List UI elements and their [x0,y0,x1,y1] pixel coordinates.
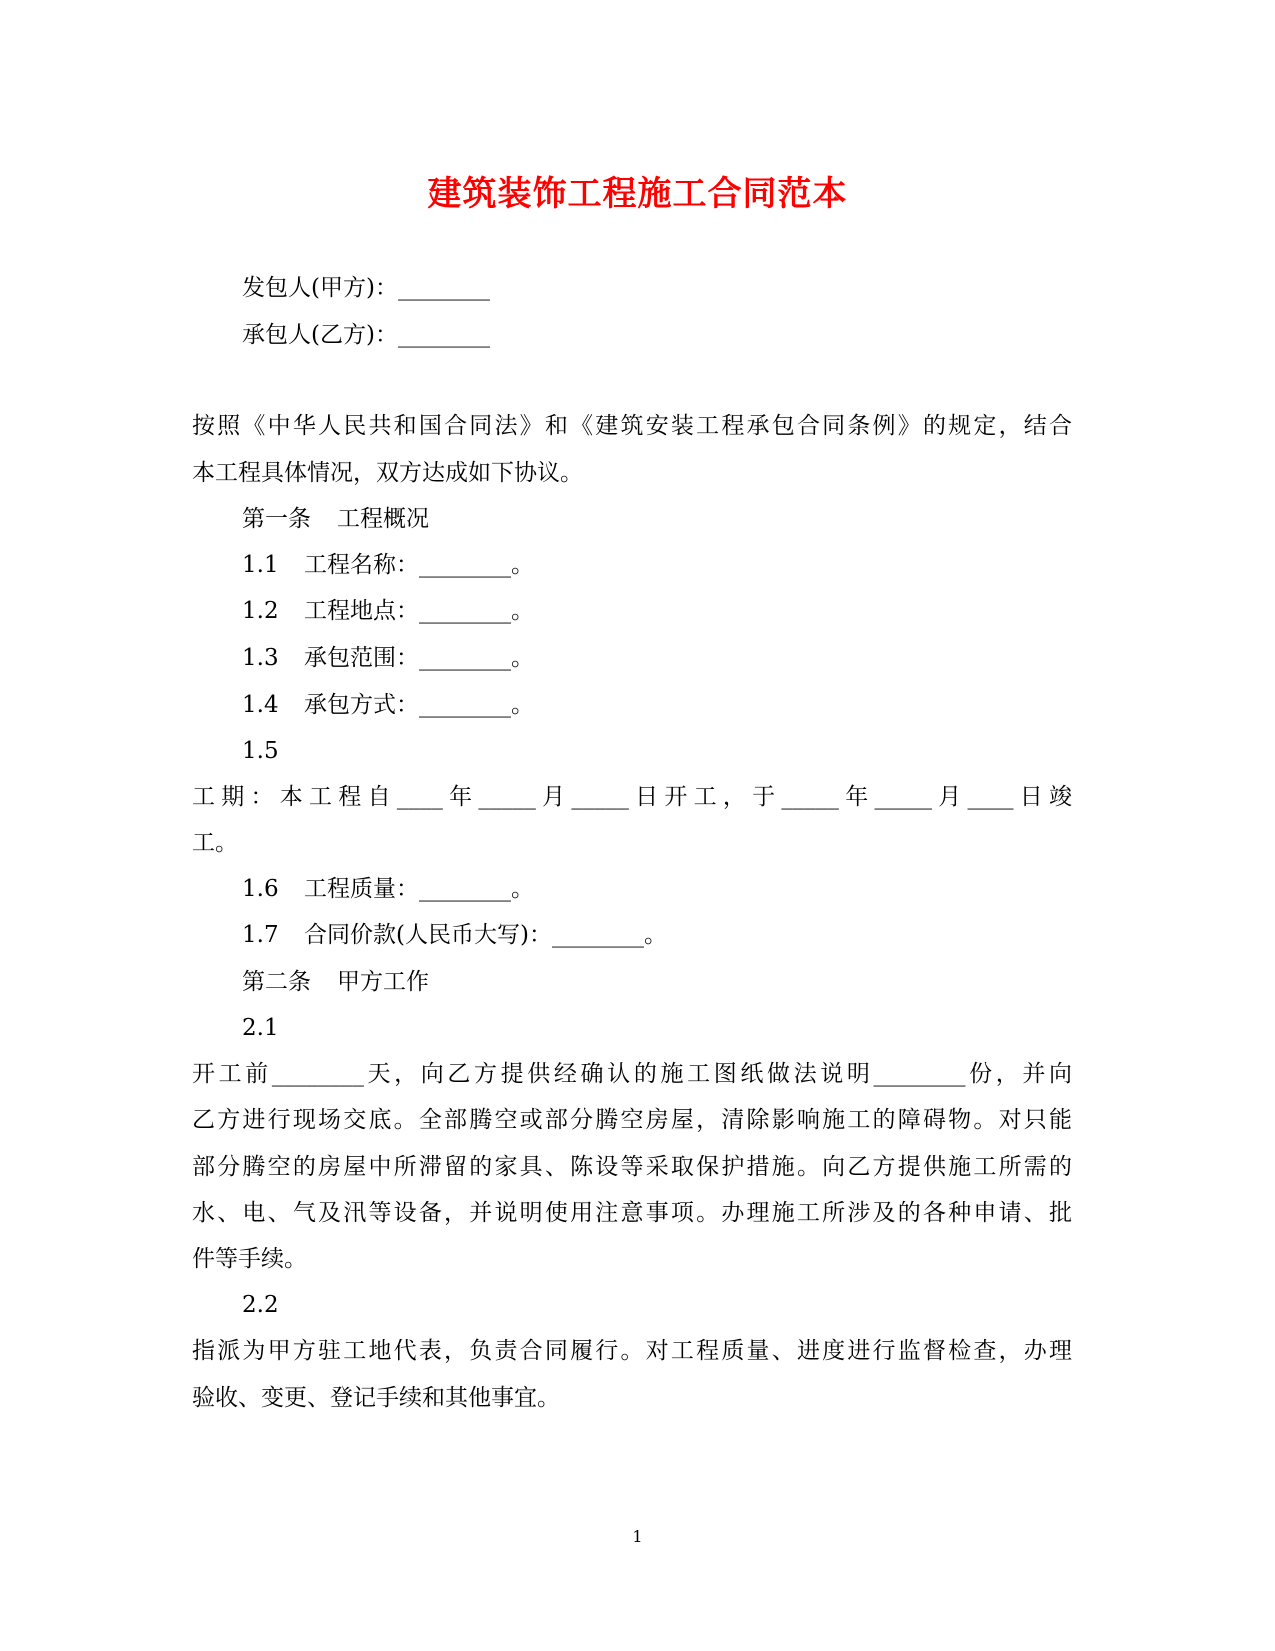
clause-number: 1.4 [242,692,279,718]
clause-text: 合同价款(人民币大写)：________。 [304,922,667,948]
clause-number: 1.2 [242,598,279,624]
article-2-title: 甲方工作 [337,969,429,995]
clause-1-4 [242,685,1122,725]
clause-1-7 [242,915,1122,955]
clause-number: 1.7 [242,922,279,948]
clause-2-2-line-2: 验收、变更、登记手续和其他事宜。 [192,1385,560,1411]
clause-1-5-number: 1.5 [242,738,279,764]
clause-2-1-line-1: 开工前________天，向乙方提供经确认的施工图纸做法说明________份，并向 [192,1061,1072,1087]
clause-1-1 [242,545,1122,585]
clause-number: 1.6 [242,876,279,902]
article-2-heading [242,962,1122,1002]
intro-line-1: 按照《中华人民共和国合同法》和《建筑安装工程承包合同条例》的规定，结合 [192,413,1072,439]
clause-1-5-line-1: 工期：本工程自____年_____月_____日开工，于_____年_____月____日竣 [192,784,1072,810]
clause-number: 1.1 [242,552,279,578]
clause-1-2 [242,591,1122,631]
article-2-number: 第二条 [242,969,311,995]
document-title: 建筑装饰工程施工合同范本 [427,174,848,214]
article-1-heading [242,499,1122,539]
article-1-number: 第一条 [242,506,311,532]
clause-2-1-number: 2.1 [242,1015,279,1041]
clause-text: 承包方式：________。 [304,692,534,718]
clause-2-1-line-5: 件等手续。 [192,1246,307,1272]
clause-text: 工程名称：________。 [304,552,534,578]
clause-2-1-line-4: 水、电、气及汛等设备，并说明使用注意事项。办理施工所涉及的各种申请、批 [192,1200,1072,1226]
party-b-line: 承包人(乙方)：________ [242,322,490,348]
clause-2-1-line-2: 乙方进行现场交底。全部腾空或部分腾空房屋，清除影响施工的障碍物。对只能 [192,1107,1072,1133]
clause-1-5-line-2: 工。 [192,830,238,856]
page-number: 1 [632,1527,643,1546]
clause-1-6 [242,869,1122,909]
clause-text: 工程质量：________。 [304,876,534,902]
clause-2-1-line-3: 部分腾空的房屋中所滞留的家具、陈设等采取保护措施。向乙方提供施工所需的 [192,1154,1072,1180]
party-a-line: 发包人(甲方)：________ [242,275,490,301]
clause-text: 承包范围：________。 [304,645,534,671]
intro-line-2: 本工程具体情况，双方达成如下协议。 [192,460,583,486]
clause-text: 工程地点：________。 [304,598,534,624]
clause-2-2-line-1: 指派为甲方驻工地代表，负责合同履行。对工程质量、进度进行监督检查，办理 [192,1338,1072,1364]
article-1-title: 工程概况 [337,506,429,532]
clause-number: 1.3 [242,645,279,671]
clause-2-2-number: 2.2 [242,1292,279,1318]
clause-1-3 [242,638,1122,678]
